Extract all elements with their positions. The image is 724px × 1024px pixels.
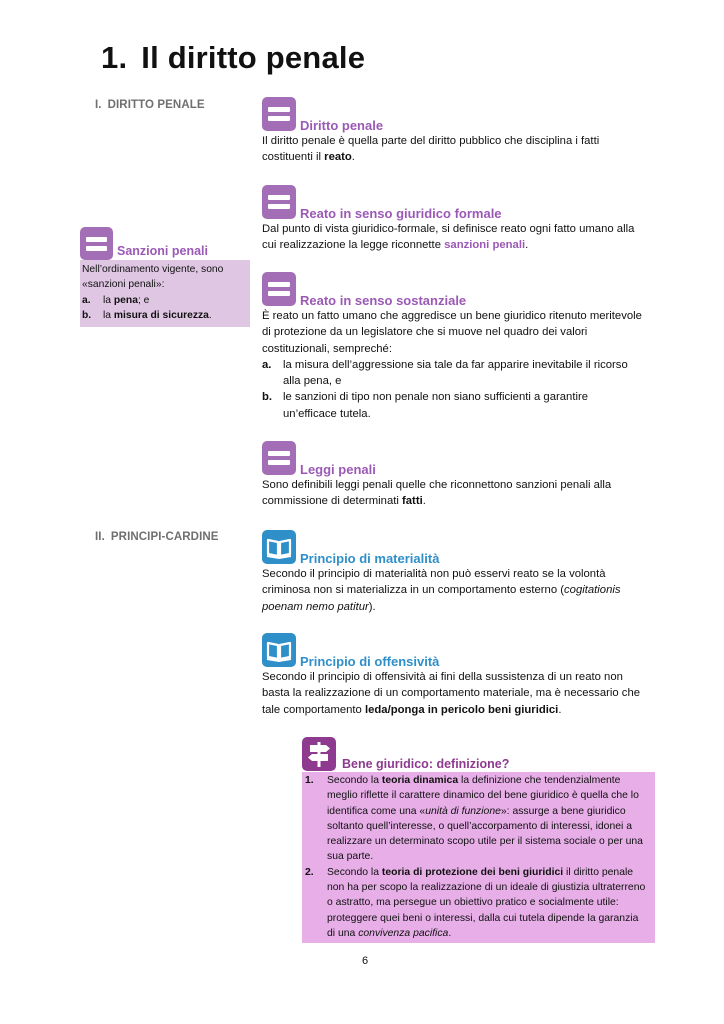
heading-reato-sostanziale: Reato in senso sostanziale (300, 293, 467, 308)
list-item: a. la pena; e (82, 294, 150, 306)
heading-leggi-penali: Leggi penali (300, 462, 376, 477)
equals-icon (262, 97, 296, 131)
page-number: 6 (362, 955, 369, 967)
equals-icon (262, 185, 296, 219)
list-reato-sostanziale (262, 357, 642, 422)
page-title (101, 40, 365, 76)
text-diritto-penale: Il diritto penale è quella parte del diritto pubblico che disciplina i fatti costituenti il reato. (262, 135, 600, 164)
book-icon (262, 633, 296, 667)
list-item: b. le sanzioni di tipo non penale non siano sufficienti a garantire un’efficace tutela. (262, 391, 589, 420)
text-materialita: Secondo il principio di materialità non può esservi reato se la volontà criminosa non si materializza in un comportamento esterno (cogitationis poenam nemo patitur). (262, 568, 621, 613)
list-item: 1. Secondo la teoria dinamica la definizione che tendenzialmente meglio riflette il carattere dinamico del bene giuridico è quella che lo identifica come una «unità di funzione»: assurge a bene giuridico soltanto quell’interesse, o quell’accorpamento di interessi, idonei a realizzare un determinato scopo utile per il sistema sociale o per una sua parte. (305, 775, 643, 863)
box-bene-giuridico (302, 737, 655, 943)
block-materialita (262, 530, 642, 615)
section-label-diritto-penale: I. DIRITTO PENALE (95, 99, 205, 111)
section-label-principi-cardine: II. PRINCIPI-CARDINE (95, 531, 219, 543)
list-item: 2. Secondo la teoria di protezione dei beni giuridici il diritto penale non ha per scopo la realizzazione di un ideale di giustizia ultraterreno o astratto, ma persegue un obiettivo pratico e socialmente utile: proteggere quei beni o interessi, dalla cui tutela dipende la garanzia di una convivenza pacifica. (305, 866, 646, 939)
chapter-number: 1. (101, 40, 128, 75)
text-leggi-penali: Sono definibili leggi penali quelle che riconnettono sanzioni penali alla commissione di determinati fatti. (262, 479, 612, 508)
block-reato-sostanziale (262, 272, 642, 422)
text-reato-formale: Dal punto di vista giuridico-formale, si definisce reato ogni fatto umano alla cui realizzazione la legge riconnette sanzioni penali. (262, 223, 635, 252)
heading-reato-formale: Reato in senso giuridico formale (300, 206, 502, 221)
text-offensivita: Secondo il principio di offensività ai fini della sussistenza di un reato non basta la realizzazione di un comportamento materiale, ma è necessario che tale comportamento leda/ponga in pericolo beni giuridici. (262, 671, 641, 716)
chapter-title: Il diritto penale (141, 40, 366, 75)
list-item: b. la misura di sicurezza. (82, 310, 212, 322)
block-offensivita (262, 633, 642, 718)
text-reato-sostanziale: È reato un fatto umano che aggredisce un bene giuridico ritenuto meritevole di protezione da un legislatore che si muove nel quadro dei valori costituzionali, sempreché: (262, 310, 642, 355)
box-list (305, 773, 647, 941)
heading-materialita: Principio di materialità (300, 551, 440, 566)
signpost-icon (302, 737, 336, 771)
heading-diritto-penale: Diritto penale (300, 118, 384, 133)
sidebar-list (82, 293, 247, 324)
block-leggi-penali (262, 441, 642, 510)
equals-icon (262, 441, 296, 475)
heading-bene-giuridico: Bene giuridico: definizione? (342, 757, 510, 771)
book-icon (262, 530, 296, 564)
sidebar-intro: Nell’ordinamento vigente, sono «sanzioni penali»: (82, 264, 224, 291)
list-item: a. la misura dell’aggressione sia tale da far apparire inevitabile il ricorso alla pena, e (262, 358, 628, 388)
heading-offensivita: Principio di offensività (300, 654, 440, 669)
equals-icon (262, 272, 296, 306)
block-reato-formale (262, 185, 642, 254)
sidebar-sanzioni-penali (80, 227, 250, 327)
equals-icon (80, 227, 113, 260)
heading-sanzioni-penali: Sanzioni penali (117, 244, 208, 258)
block-diritto-penale (262, 97, 642, 166)
